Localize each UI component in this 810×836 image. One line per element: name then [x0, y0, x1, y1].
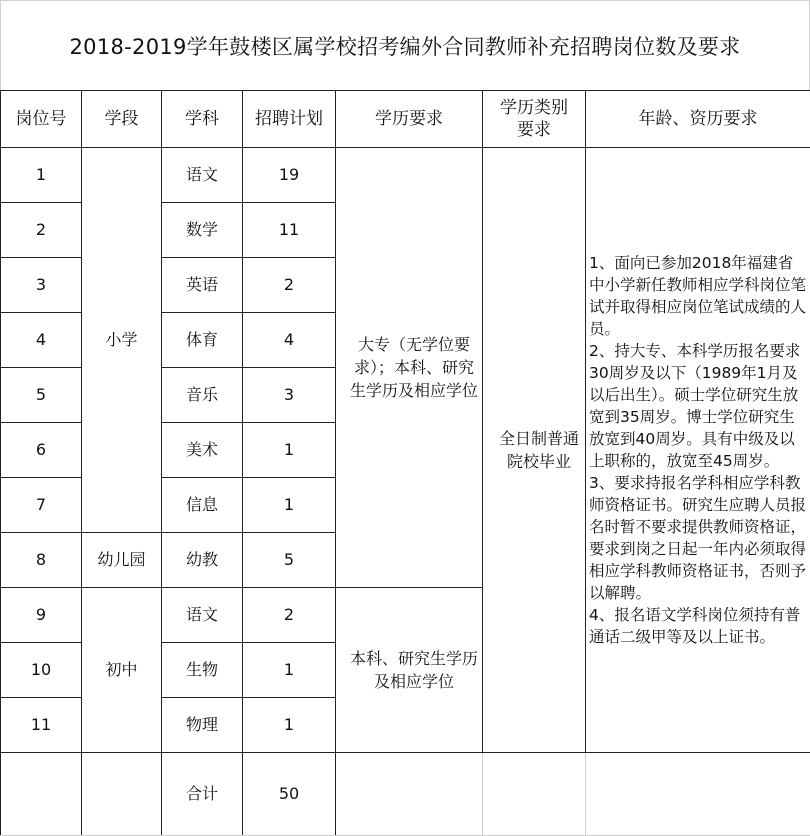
cell-plan: 19 — [243, 148, 336, 203]
cell-subject: 美术 — [162, 423, 243, 478]
age-req-item: 4、报名语文学科岗位须持有普通话二级甲等及以上证书。 — [589, 604, 808, 648]
cell-subject: 语文 — [162, 588, 243, 643]
cell-id: 3 — [1, 258, 82, 313]
cell-stage-kindergarten: 幼儿园 — [82, 533, 162, 588]
header-edu-type — [483, 91, 586, 148]
cell-edu-type: 全日制普通院校毕业 — [483, 148, 586, 753]
cell-stage-junior: 初中 — [82, 588, 162, 753]
header-id: 岗位号 — [1, 91, 82, 148]
header-subject: 学科 — [162, 91, 243, 148]
cell-id: 6 — [1, 423, 82, 478]
cell-subject: 信息 — [162, 478, 243, 533]
cell-id: 4 — [1, 313, 82, 368]
cell-plan: 1 — [243, 643, 336, 698]
cell-subject: 语文 — [162, 148, 243, 203]
cell-id: 10 — [1, 643, 82, 698]
table-row — [1, 148, 810, 203]
cell-edu-group2: 本科、研究生学历及相应学位 — [336, 588, 483, 753]
cell-subject: 音乐 — [162, 368, 243, 423]
total-empty-edu-type — [483, 753, 586, 836]
cell-plan: 1 — [243, 478, 336, 533]
header-age: 年龄、资历要求 — [586, 91, 810, 148]
cell-subject: 数学 — [162, 203, 243, 258]
recruitment-table — [0, 90, 810, 836]
cell-plan: 11 — [243, 203, 336, 258]
cell-plan: 4 — [243, 313, 336, 368]
header-edu-type-line1: 学历类别 — [500, 98, 568, 118]
cell-subject: 物理 — [162, 698, 243, 753]
cell-plan: 1 — [243, 698, 336, 753]
cell-id: 11 — [1, 698, 82, 753]
cell-stage-primary: 小学 — [82, 148, 162, 533]
total-row — [1, 753, 810, 836]
header-plan: 招聘计划 — [243, 91, 336, 148]
cell-id: 1 — [1, 148, 82, 203]
cell-plan: 1 — [243, 423, 336, 478]
cell-subject: 幼教 — [162, 533, 243, 588]
total-empty-edu — [336, 753, 483, 836]
header-edu: 学历要求 — [336, 91, 483, 148]
cell-subject: 生物 — [162, 643, 243, 698]
cell-id: 5 — [1, 368, 82, 423]
header-stage: 学段 — [82, 91, 162, 148]
header-edu-type-line2: 要求 — [517, 120, 551, 140]
cell-id: 2 — [1, 203, 82, 258]
age-req-item: 1、面向已参加2018年福建省中小学新任教师相应学科岗位笔试并取得相应岗位笔试成绩的人员。 — [589, 252, 808, 340]
header-row — [1, 91, 810, 148]
total-empty-id — [1, 753, 82, 836]
total-empty-age — [586, 753, 810, 836]
total-value: 50 — [243, 753, 336, 836]
cell-id: 7 — [1, 478, 82, 533]
cell-plan: 5 — [243, 533, 336, 588]
cell-edu-group1: 大专（无学位要求）；本科、研究生学历及相应学位 — [336, 148, 483, 588]
cell-id: 9 — [1, 588, 82, 643]
cell-subject: 体育 — [162, 313, 243, 368]
total-label: 合计 — [162, 753, 243, 836]
age-req-item: 2、持大专、本科学历报名要求30周岁及以下（1989年1月及以后出生）。硕士学位研究生放宽到35周岁。博士学位研究生放宽到40周岁。具有中级及以上职称的，放宽至45周岁。 — [589, 340, 808, 472]
cell-subject: 英语 — [162, 258, 243, 313]
cell-plan: 2 — [243, 588, 336, 643]
age-req-item: 3、要求持报名学科相应学科教师资格证书。研究生应聘人员报名时暂不要求提供教师资格证，要求到岗之日起一年内必须取得相应学科教师资格证书，否则予以解聘。 — [589, 472, 808, 604]
cell-age-requirements — [586, 148, 810, 753]
cell-plan: 3 — [243, 368, 336, 423]
document-title: 2018-2019学年鼓楼区属学校招考编外合同教师补充招聘岗位数及要求 — [0, 0, 810, 90]
cell-plan: 2 — [243, 258, 336, 313]
cell-id: 8 — [1, 533, 82, 588]
total-empty-stage — [82, 753, 162, 836]
